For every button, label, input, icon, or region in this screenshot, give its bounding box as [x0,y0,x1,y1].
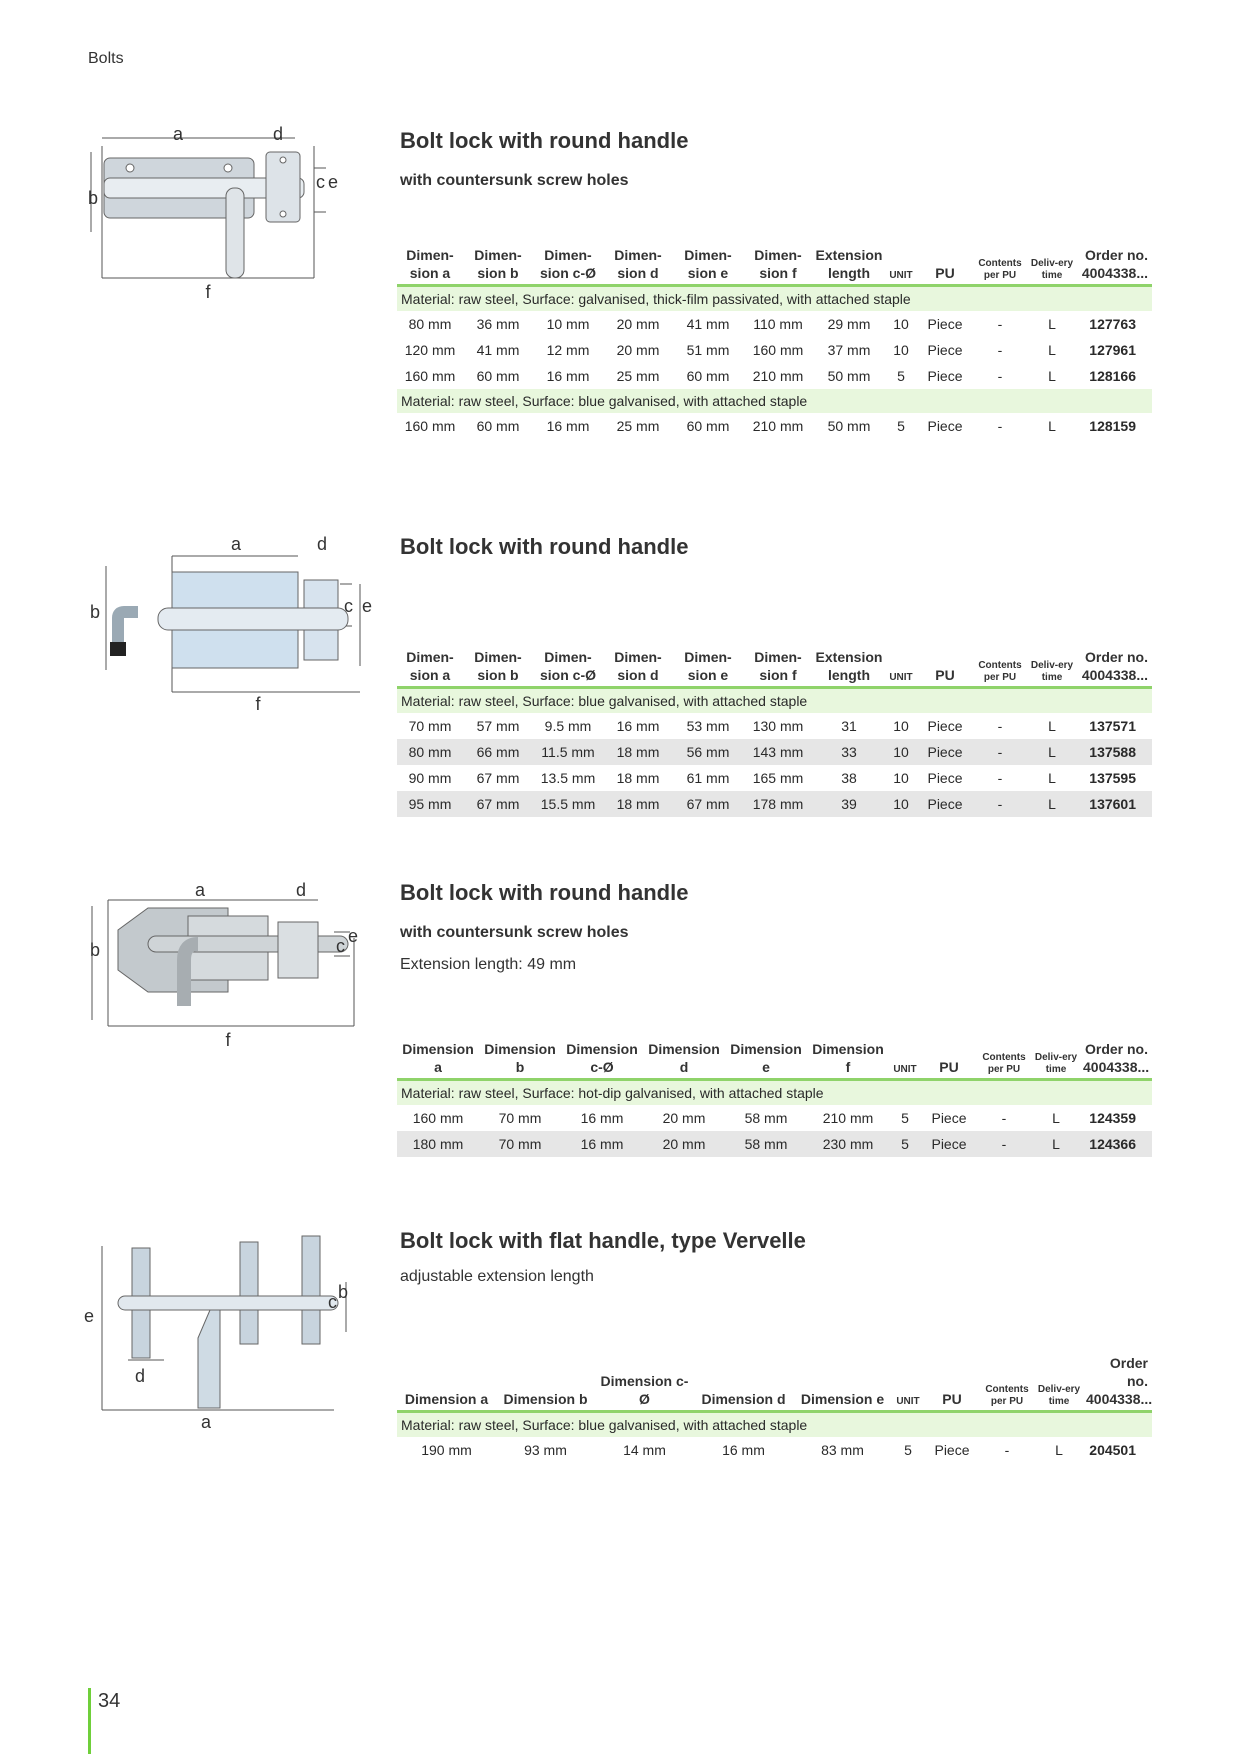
technical-drawing-3 [88,880,378,1050]
table-row: 80 mm 66 mm 11.5 mm 18 mm 56 mm 143 mm 33 10 Piece - L 137588 [397,739,1152,765]
label-e: e [328,172,339,192]
label-c: c [316,172,325,192]
header-order-no: Order no. 4004338... [1077,648,1152,688]
product-title: Bolt lock with flat handle, type Vervelle [400,1228,806,1253]
header-unit: UNIT [892,1354,924,1412]
header-dimension-c: Dimen-sion c-Ø [533,246,603,286]
table-row: 80 mm 36 mm 10 mm 20 mm 41 mm 110 mm 29 mm 10 Piece - L 127763 [408,316,1136,332]
header-pu: PU [924,1354,980,1412]
label-c: c [328,1292,337,1312]
label-e: e [348,926,359,946]
header-pu: PU [917,246,973,286]
table-row: 90 mm 67 mm 13.5 mm 18 mm 61 mm 165 mm 38 10 Piece - L 137595 [408,770,1136,786]
product-subtitle: with countersunk screw holes [400,172,629,189]
technical-drawing-1 [88,124,378,328]
header-dimension-d: Dimension d [643,1040,725,1080]
header-contents: Contents per PU [973,648,1027,688]
table-row: 70 mm 57 mm 9.5 mm 16 mm 53 mm 130 mm 31 10 Piece - L 137571 [408,718,1136,734]
technical-drawing-2 [88,534,378,714]
table-row: 180 mm 70 mm 16 mm 20 mm 58 mm 230 mm 5 Piece - L 124366 [397,1131,1152,1157]
table-row: 160 mm 60 mm 16 mm 25 mm 60 mm 210 mm 50 mm 5 Piece - L 128166 [404,368,1136,384]
table-row: 190 mm 93 mm 14 mm 16 mm 83 mm 5 Piece - L 204501 [421,1442,1136,1458]
table-header [397,648,1152,688]
header-dimension-c: Dimension c-Ø [595,1354,694,1412]
header-dimension-d: Dimension d [694,1354,793,1412]
label-c: c [344,596,353,616]
header-contents: Contents per PU [980,1354,1034,1412]
page-number-rule [88,1688,91,1754]
extension-length-note: Extension length: 49 mm [400,956,577,973]
header-unit: UNIT [885,246,917,286]
label-d: d [295,880,307,900]
material-row: Material: raw steel, Surface: galvanised, thick-film passivated, with attached staple [397,286,1152,312]
label-b: b [90,940,101,960]
header-contents: Contents per PU [973,246,1027,286]
table-row: 160 mm 70 mm 16 mm 20 mm 58 mm 210 mm 5 Piece - L 124359 [412,1110,1136,1126]
table-row: 95 mm 67 mm 15.5 mm 18 mm 67 mm 178 mm 39 10 Piece - L 137601 [397,791,1152,817]
header-delivery: Deliv-ery time [1034,1354,1084,1412]
header-dimension-a: Dimen-sion a [397,246,463,286]
header-dimension-b: Dimen-sion b [463,246,533,286]
label-c: c [336,936,345,956]
header-dimension-a: Dimension a [397,1354,496,1412]
header-dimension-e: Dimen-sion e [673,246,743,286]
header-dimension-f: Dimen-sion f [743,246,813,286]
header-order-no: Order no. 4004338... [1077,246,1152,286]
spec-table-3 [397,1040,1152,1157]
product-subtitle: with countersunk screw holes [400,924,629,941]
header-extension-length: Extension length [813,648,885,688]
product-title: Bolt lock with round handle [400,128,689,153]
header-delivery: Deliv-ery time [1027,648,1077,688]
label-b: b [88,188,99,208]
header-dimension-c: Dimension c-Ø [561,1040,643,1080]
material-row: Material: raw steel, Surface: hot-dip galvanised, with attached staple [397,1080,1152,1106]
table-header [397,246,1152,286]
header-unit: UNIT [885,648,917,688]
header-dimension-b: Dimension b [479,1040,561,1080]
table-header [397,1040,1152,1080]
label-d: d [272,124,284,144]
header-dimension-f: Dimension f [807,1040,889,1080]
running-head: Bolts [88,50,124,67]
material-row: Material: raw steel, Surface: blue galvanised, with attached staple [397,389,1152,413]
header-dimension-a: Dimen-sion a [397,648,463,688]
header-pu: PU [921,1040,977,1080]
label-d: d [134,1366,146,1386]
label-a: a [172,124,184,144]
label-f: f [255,694,261,714]
label-e: e [362,596,373,616]
product-title: Bolt lock with round handle [400,534,689,559]
header-contents: Contents per PU [977,1040,1031,1080]
header-dimension-a: Dimension a [397,1040,479,1080]
material-row: Material: raw steel, Surface: blue galvanised, with attached staple [397,1412,1152,1438]
header-delivery: Deliv-ery time [1031,1040,1081,1080]
header-dimension-d: Dimen-sion d [603,246,673,286]
header-dimension-e: Dimension e [793,1354,892,1412]
header-dimension-e: Dimen-sion e [673,648,743,688]
header-delivery: Deliv-ery time [1027,246,1077,286]
product-title: Bolt lock with round handle [400,880,689,905]
header-extension-length: Extension length [813,246,885,286]
header-dimension-d: Dimen-sion d [603,648,673,688]
header-order-no: Order no. 4004338... [1081,1040,1152,1080]
spec-table-4 [397,1354,1152,1463]
label-e: e [84,1306,95,1326]
table-header [397,1354,1152,1412]
header-dimension-e: Dimension e [725,1040,807,1080]
header-order-no: Order no. 4004338... [1084,1354,1152,1412]
header-dimension-b: Dimen-sion b [463,648,533,688]
label-f: f [205,282,211,302]
technical-drawing-4 [84,1228,378,1432]
label-a: a [200,1412,212,1432]
spec-table-1 [397,246,1152,439]
header-dimension-f: Dimen-sion f [743,648,813,688]
table-row: 120 mm 41 mm 12 mm 20 mm 51 mm 160 mm 37 mm 10 Piece - L 127961 [404,342,1136,358]
label-d: d [316,534,328,554]
label-b: b [338,1282,349,1302]
label-f: f [225,1030,231,1050]
header-pu: PU [917,648,973,688]
spec-table-2 [397,648,1152,817]
label-b: b [90,602,101,622]
header-dimension-c: Dimen-sion c-Ø [533,648,603,688]
header-dimension-b: Dimension b [496,1354,595,1412]
label-a: a [230,534,242,554]
extension-length-note: adjustable extension length [400,1268,594,1285]
material-row: Material: raw steel, Surface: blue galvanised, with attached staple [397,688,1152,714]
label-a: a [194,880,206,900]
header-unit: UNIT [889,1040,921,1080]
page-number: 34 [98,1690,121,1712]
table-row: 160 mm 60 mm 16 mm 25 mm 60 mm 210 mm 50 mm 5 Piece - L 128159 [404,418,1136,434]
